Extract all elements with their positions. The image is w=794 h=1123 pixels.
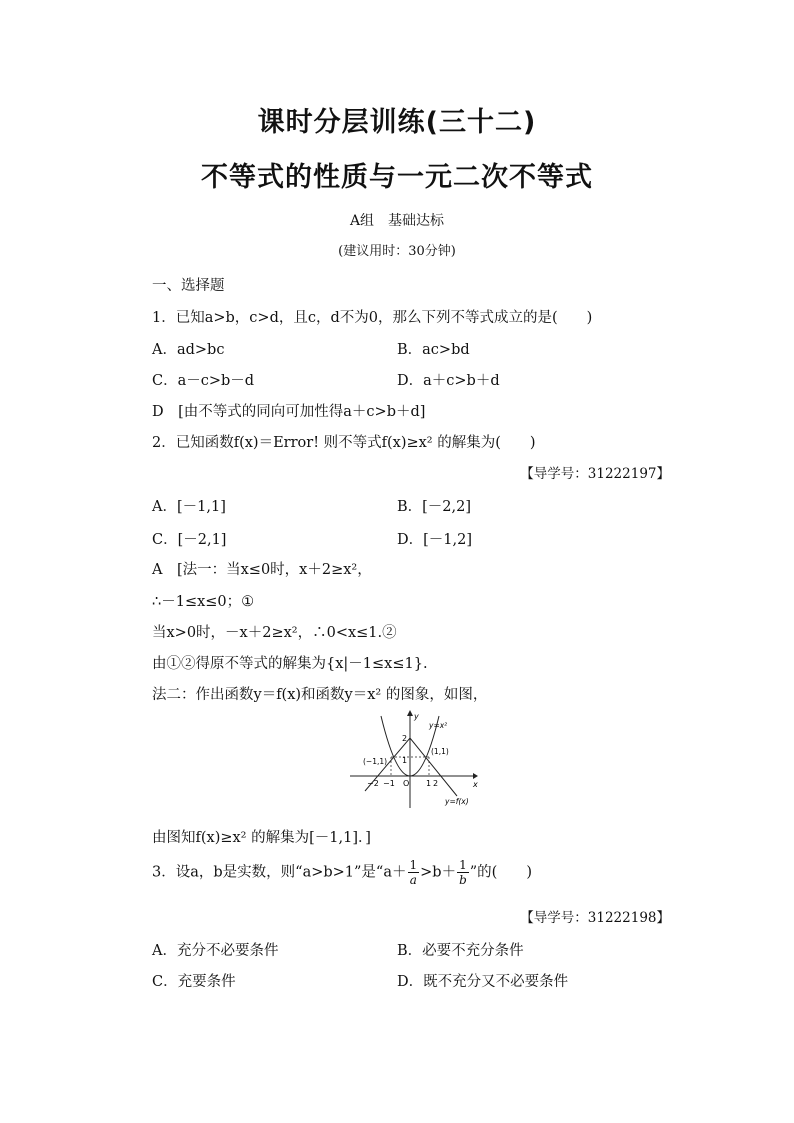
q1-answer: D [由不等式的同向可加性得a＋c>b＋d] (152, 404, 426, 420)
q1-option-b: B．ac>bd (397, 342, 470, 358)
q1-option-c: C．a－c>b－d (152, 373, 255, 389)
q3-stem-start: 3．设a，b是实数，则“a>b>1”是“a＋ (152, 864, 407, 881)
fraction-one-over-a (408, 858, 420, 887)
q2-option-d: D．[－1,2] (397, 532, 472, 548)
tick-x-1: 1 (426, 779, 432, 788)
q2-solution-line-6: 由图知f(x)≥x² 的解集为[－1,1]．] (152, 830, 371, 846)
time-note: (建议用时：30分钟) (338, 244, 456, 259)
x-axis-arrow (473, 773, 478, 779)
q2-option-a: A．[－1,1] (152, 499, 226, 515)
section-heading: 一、选择题 (152, 278, 225, 294)
label-point-right: (1,1) (431, 747, 449, 756)
group-label: A组 基础达标 (349, 213, 445, 229)
q3-option-b: B．必要不充分条件 (397, 943, 524, 959)
fraction-numerator: 1 (457, 858, 469, 873)
tick-origin: O (403, 779, 410, 788)
tick-y-2: 2 (402, 734, 408, 743)
q1-stem: 1．已知a>b，c>d，且c，d不为0，那么下列不等式成立的是( ) (152, 310, 593, 326)
q2-solution-line-5: 法二：作出函数y＝f(x)和函数y＝x² 的图象，如图， (152, 687, 488, 703)
q2-stem: 2．已知函数f(x)＝Error! 则不等式f(x)≥x² 的解集为( ) (152, 435, 536, 451)
q2-option-b: B．[－2,2] (397, 499, 472, 515)
q2-reference-number: 【导学号：31222197】 (520, 466, 670, 482)
fraction-denominator: b (459, 873, 467, 887)
q3-reference-number: 【导学号：31222198】 (520, 910, 670, 926)
q2-solution-line-1: A [法一：当x≤0时，x＋2≥x²， (152, 562, 372, 578)
fraction-numerator: 1 (409, 858, 418, 872)
label-x-axis: x (473, 780, 478, 789)
fraction-one-over-b (457, 858, 469, 887)
label-point-left: (−1,1) (363, 757, 388, 766)
q1-option-a: A．ad>bc (152, 342, 225, 358)
label-parabola: y=x² (429, 721, 448, 730)
q2-solution-line-3: 当x>0时，－x＋2≥x²，∴0<x≤1.② (152, 625, 397, 641)
page-subtitle: 不等式的性质与一元二次不等式 (201, 162, 593, 193)
tick-x-neg2: −2 (367, 779, 379, 788)
q3-option-d: D．既不充分又不必要条件 (397, 974, 569, 990)
q2-solution-line-4: 由①②得原不等式的解集为{x|－1≤x≤1}. (152, 656, 428, 672)
q3-option-a: A．充分不必要条件 (152, 943, 279, 959)
q3-stem (152, 858, 532, 887)
q3-stem-end: ”的( ) (469, 864, 532, 881)
tick-x-2: 2 (433, 779, 439, 788)
y-axis-arrow (407, 710, 413, 716)
tick-y-1: 1 (402, 756, 408, 765)
fraction-denominator: a (409, 873, 417, 887)
function-graph-figure (345, 708, 480, 810)
page-title: 课时分层训练(三十二) (257, 107, 537, 138)
q3-option-c: C．充要条件 (152, 974, 236, 990)
label-f: y=f(x) (445, 797, 469, 806)
q2-solution-line-2: ∴－1≤x≤0；① (152, 594, 255, 610)
tick-x-neg1: −1 (383, 779, 395, 788)
q1-option-d: D．a＋c>b＋d (397, 373, 500, 389)
label-y-axis: y (414, 712, 419, 721)
q2-option-c: C．[－2,1] (152, 532, 227, 548)
q3-stem-middle: >b＋ (420, 864, 457, 881)
